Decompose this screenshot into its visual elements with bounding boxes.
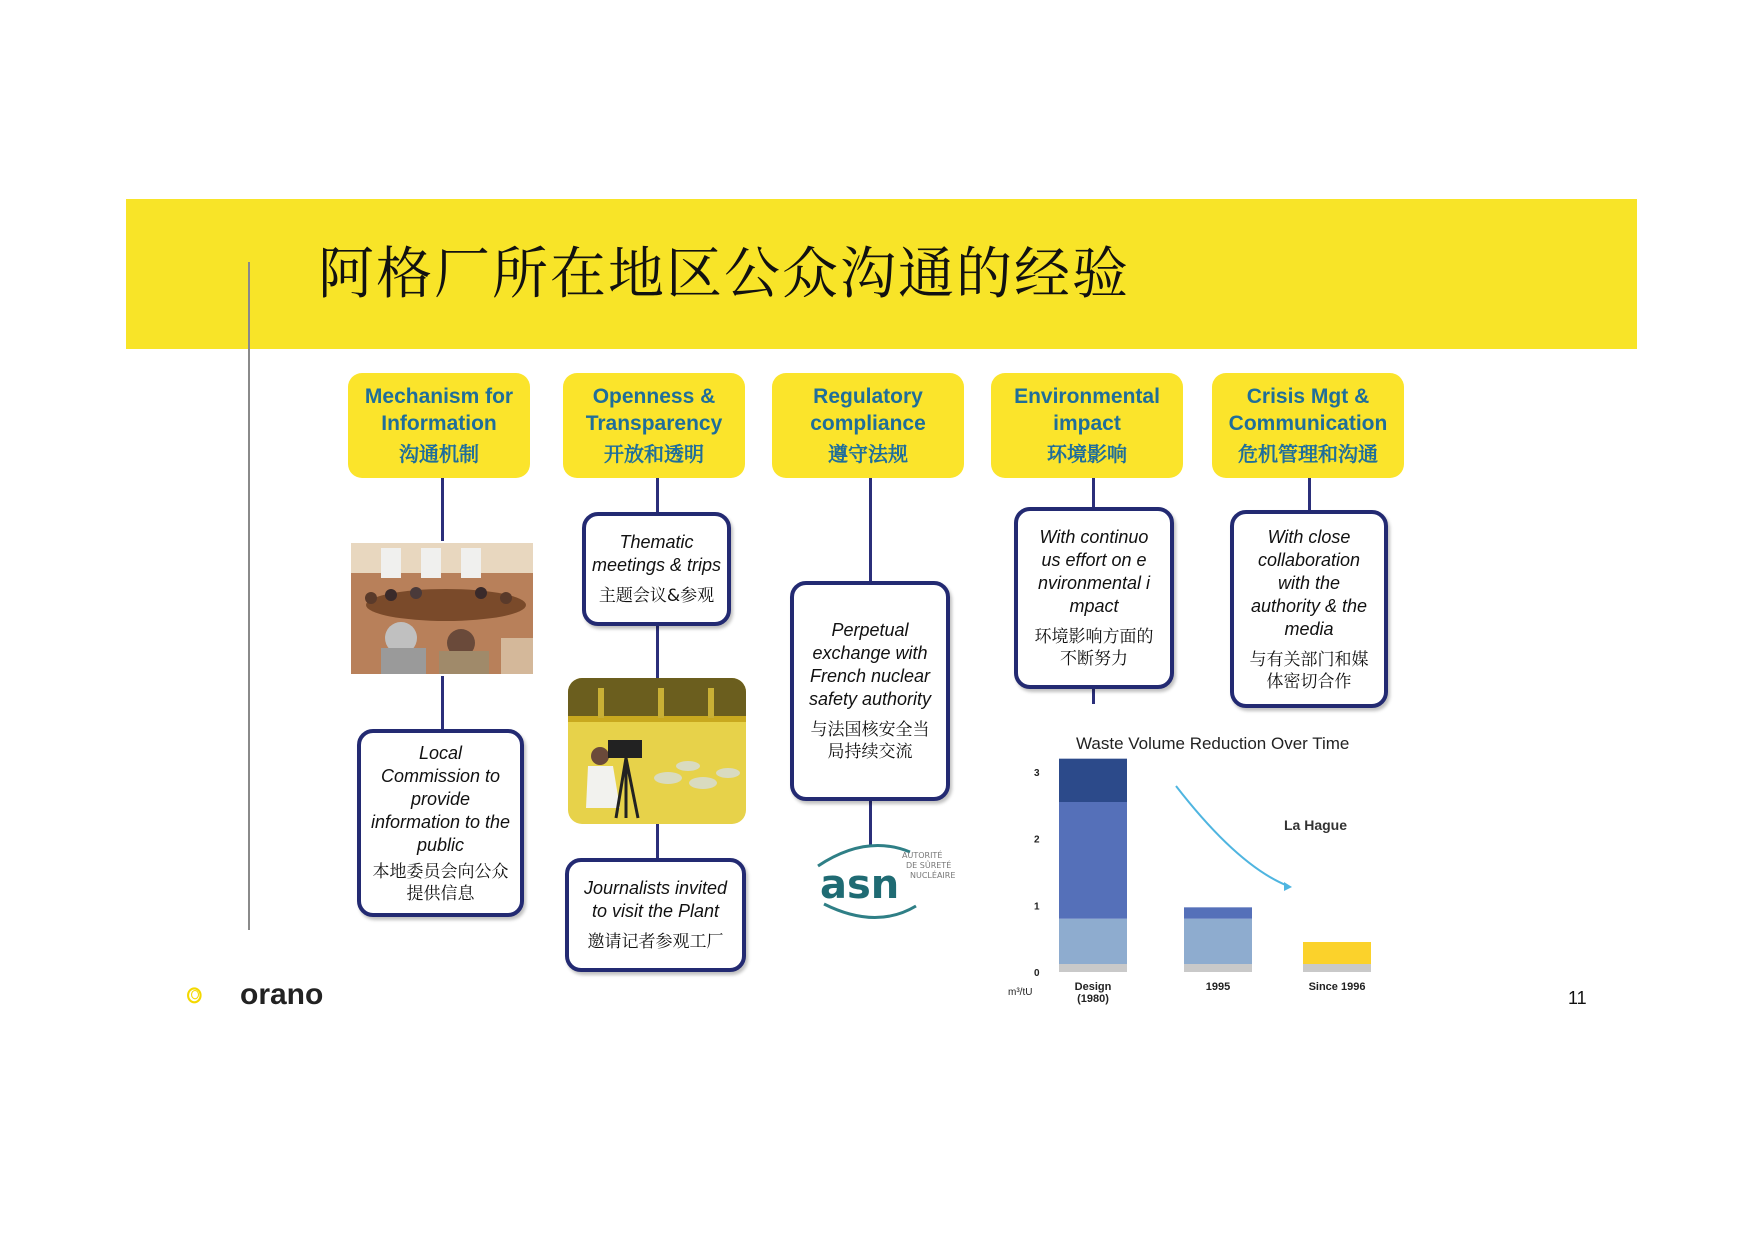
page-number: 11 (1568, 988, 1587, 1008)
left-divider (248, 262, 250, 930)
asn-sub-text: DE SÛRETÉ (906, 861, 952, 870)
x-tick-label: Design (1074, 981, 1112, 993)
chart-annotation: La Hague (1284, 817, 1348, 833)
header-zh: 沟通机制 (399, 442, 479, 466)
bar-segment (1059, 802, 1127, 919)
connector (656, 624, 659, 679)
header-en: Openness & Transparency (585, 385, 723, 435)
asn-sub-text: NUCLÉAIRE (910, 871, 956, 880)
header-regulatory (772, 373, 964, 478)
connector (656, 823, 659, 859)
header-zh: 危机管理和沟通 (1238, 442, 1378, 466)
box-zh: 主题会议&参观 (598, 586, 715, 606)
bar-segment (1184, 964, 1252, 972)
box-collaboration (1230, 510, 1388, 708)
box-environment (1014, 507, 1174, 689)
box-en: With close collaboration with the authority & the media (1250, 526, 1368, 639)
header-en: Crisis Mgt & Communication (1228, 385, 1388, 435)
header-en: Environmental impact (1014, 385, 1160, 435)
box-perpetual (790, 581, 950, 801)
header-en: Mechanism for Information (364, 385, 514, 435)
box-en: Journalists invited to visit the Plant (583, 878, 728, 921)
waste-volume-chart (1008, 730, 1388, 1010)
header-openness (563, 373, 745, 478)
y-tick-label: 2 (1034, 834, 1040, 846)
box-en: Thematic meetings & trips (591, 532, 722, 575)
header-mechanism (348, 373, 530, 478)
orano-logo-icon (186, 970, 238, 1020)
asn-main-text: asn (820, 862, 900, 908)
x-tick-label: Since 1996 (1308, 981, 1366, 993)
box-zh: 与法国核安全当局持续交流 (810, 720, 930, 762)
orano-logo-text: orano (240, 978, 324, 1011)
box-thematic (582, 512, 731, 626)
connector (656, 478, 659, 513)
asn-logo (806, 838, 966, 920)
bar-segment (1059, 759, 1127, 802)
box-zh: 与有关部门和媒体密切合作 (1249, 649, 1369, 692)
box-zh: 环境影响方面的不断努力 (1034, 627, 1154, 669)
connector (441, 676, 444, 730)
x-tick-label: 1995 (1205, 981, 1231, 993)
connector (869, 478, 872, 581)
header-en: Regulatory compliance (810, 385, 926, 435)
box-journalists (565, 858, 746, 972)
bar-segment (1303, 964, 1371, 972)
y-tick-label: 0 (1034, 968, 1040, 979)
trend-arrow (1176, 786, 1288, 886)
journalist-photo (568, 678, 746, 824)
box-en: Perpetual exchange with French nuclear safety authority (808, 620, 932, 709)
y-tick-label: 3 (1034, 768, 1040, 779)
box-zh: 本地委员会向公众提供信息 (372, 861, 509, 904)
box-zh: 邀请记者参观工厂 (587, 932, 724, 952)
connector (1308, 478, 1311, 510)
header-crisis (1212, 373, 1404, 478)
x-tick-label: (1980) (1077, 993, 1109, 1005)
bar-segment (1059, 919, 1127, 964)
meeting-photo (351, 543, 533, 674)
box-en: Local Commission to provide information to the public (370, 742, 511, 855)
y-tick-label: 1 (1034, 901, 1040, 913)
header-zh: 开放和透明 (604, 442, 704, 466)
header-zh: 遵守法规 (828, 442, 908, 466)
header-zh: 环境影响 (1047, 442, 1127, 466)
bar-segment (1184, 907, 1252, 918)
connector (1092, 478, 1095, 508)
connector (441, 478, 444, 541)
slide-title: 阿格厂所在地区公众沟通的经验 (318, 242, 1130, 307)
bar-segment (1303, 942, 1371, 964)
chart-title: Waste Volume Reduction Over Time (1076, 734, 1350, 753)
y-axis-label: m³/tU (1008, 987, 1033, 998)
asn-sub-text: AUTORITÉ (902, 851, 943, 860)
bar-segment (1059, 964, 1127, 972)
bar-segment (1184, 919, 1252, 964)
trend-arrow-head (1284, 882, 1292, 891)
box-local-commission (357, 729, 524, 917)
box-en: With continuous effort on environmental impact (1037, 527, 1151, 616)
header-environmental (991, 373, 1183, 478)
